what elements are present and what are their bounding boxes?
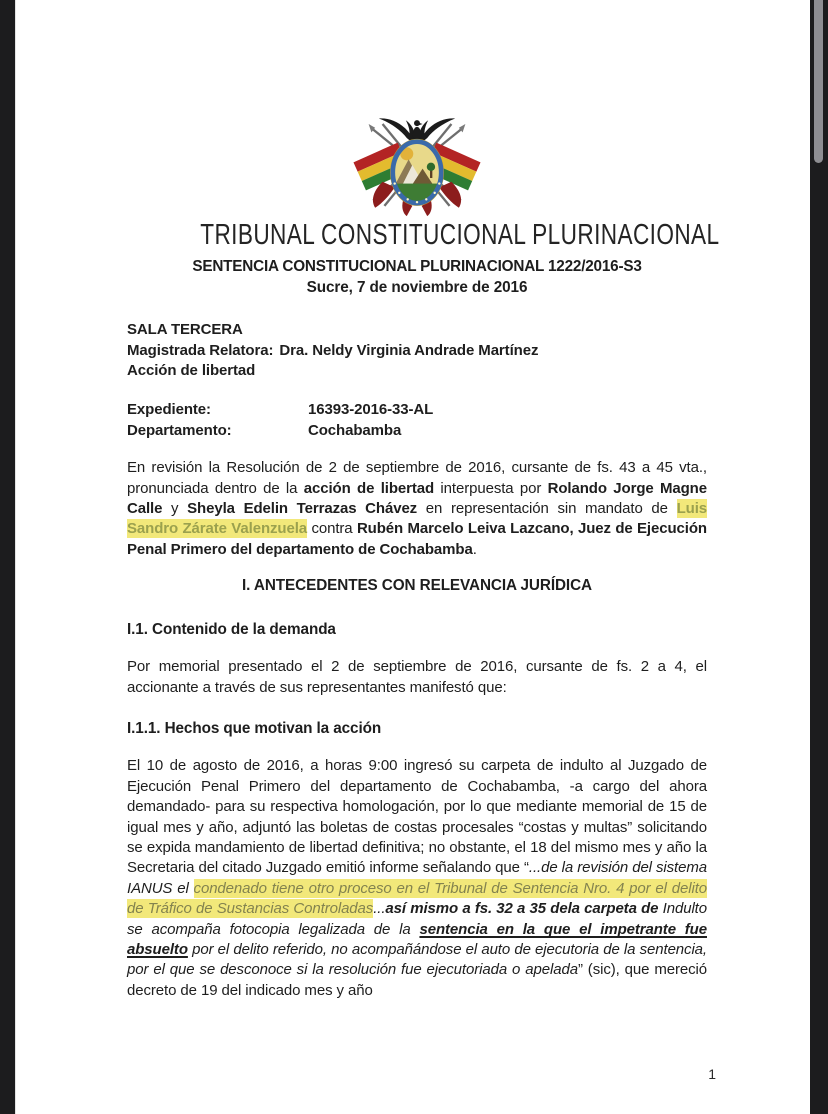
text-span: ... [373, 900, 386, 918]
document-page [15, 0, 810, 1114]
text-span: ” (sic), que mereció decreto de 19 del indicado mes y año [127, 961, 707, 999]
place-date-line: Sucre, 7 de noviembre de 2016 [306, 278, 528, 296]
departamento-label: Departamento: [127, 421, 232, 439]
intro-paragraph [127, 458, 707, 560]
scrollbar-thumb[interactable] [814, 0, 823, 163]
sala-line: SALA TERCERA [127, 321, 243, 339]
text-span: contra [307, 520, 357, 538]
relatora-label: Magistrada Relatora: [127, 341, 274, 359]
document-content [16, 111, 810, 1001]
section-heading-antecedentes: I. ANTECEDENTES CON RELEVANCIA JURÍDICA [242, 577, 592, 595]
text-span: Rolando Jorge Magne Calle [127, 479, 707, 518]
subsection-heading-hechos: I.1.1. Hechos que motivan la acción [127, 719, 382, 737]
institution-title-text: TRIBUNAL CONSTITUCIONAL PLURINACIONAL [200, 219, 720, 251]
paragraph-hechos [127, 756, 707, 1001]
highlighted-text: Luis Sandro Zárate Valenzuela [127, 500, 707, 538]
text-span: en representación sin mandato de [417, 500, 677, 518]
relatora-name: Dra. Neldy Virginia Andrade Martínez [279, 341, 539, 359]
bolivia-coat-of-arms-icon [347, 111, 487, 218]
text-span: Rubén Marcelo Leiva Lazcano, Juez de Ejecución Penal Primero del departamento de Cochabamba [127, 520, 707, 558]
text-span: y [162, 500, 188, 518]
highlighted-text: condenado tiene otro proceso en el Tribunal de Sentencia Nro. 4 por el delito de Tráfico de Sustancias Controladas [127, 879, 708, 918]
expediente-row [127, 400, 707, 420]
expediente-value: 16393-2016-33-AL [308, 401, 434, 419]
departamento-row [127, 421, 707, 441]
institution-title [127, 219, 720, 251]
text-span: interpuesta por [434, 479, 548, 497]
page-number: 1 [708, 1066, 716, 1082]
text-span: así mismo a fs. 32 a 35 dela carpeta de [385, 900, 663, 918]
relatora-line [127, 341, 707, 361]
text-span: Indulto se acompaña fotocopia legalizada de la [127, 900, 707, 938]
paragraph-contenido: Por memorial presentado el 2 de septiembre de 2016, cursante de fs. 2 a 4, el accionante a través de sus representantes manifestó que: [127, 658, 707, 696]
text-span: En revisión la Resolución de 2 de septiembre de 2016, cursante de fs. 43 a 45 vta., pronunciada dentro de la [127, 459, 707, 497]
text-span: El 10 de agosto de 2016, a horas 9:00 ingresó su carpeta de indulto al Juzgado de Ejecución Penal Primero del departamento de Cochabamba, -a cargo del ahora demandado- para su respectiva homologación, por lo que mediante memorial de 15 de igual mes y año, adjuntó las boletas de costas procesales “costas y multas” solicitando se expida mandamiento de libertad definitiva; no obstante, el 18 del mismo mes y año la Secretaria del citado Juzgado emitió informe señalando que “ [127, 757, 707, 877]
text-span: ...de la revisión del sistema IANUS el [127, 859, 707, 897]
text-span: por el delito referido, no acompañándose el auto de ejecutoria de la sentencia, por el que se desconoce si la resolución fue ejecutoriada o apelada [127, 940, 707, 979]
accion-line: Acción de libertad [127, 362, 256, 380]
case-info-block [127, 320, 707, 381]
text-span: . [472, 540, 477, 558]
case-file-rows [127, 400, 707, 441]
departamento-value: Cochabamba [308, 421, 402, 439]
text-span: sentencia en la que el impetrante fue absuelto [127, 920, 707, 958]
text-span: Sheyla Edelin Terrazas Chávez [187, 500, 418, 518]
sentence-title: SENTENCIA CONSTITUCIONAL PLURINACIONAL 1222/2016-S3 [192, 258, 642, 276]
text-span: acción de libertad [303, 479, 435, 497]
expediente-label: Expediente: [127, 401, 211, 419]
subsection-heading-contenido: I.1. Contenido de la demanda [127, 620, 336, 638]
